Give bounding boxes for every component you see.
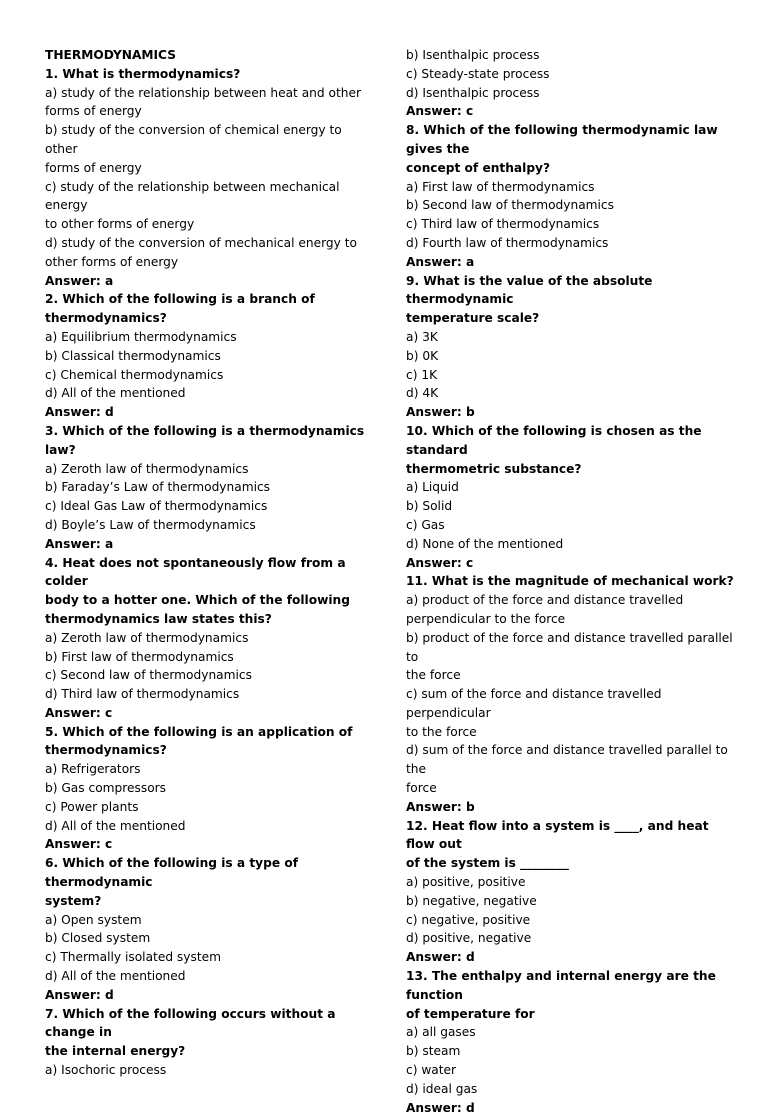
question-line: 3. Which of the following is a thermodynamics law?	[45, 423, 365, 457]
option-line: d) ideal gas	[406, 1081, 478, 1096]
option-line: b) Gas compressors	[45, 781, 167, 796]
answer-line: Answer: a	[406, 254, 475, 269]
option-line: a) positive, positive	[406, 875, 526, 890]
option-line: d) All of the mentioned	[45, 818, 186, 833]
option-line: b) Closed system	[45, 931, 151, 946]
text-line: forms of energy	[45, 104, 142, 119]
option-line: b) Isenthalpic process	[406, 48, 540, 62]
option-line: d) positive, negative	[406, 931, 532, 946]
text-line: other forms of energy	[45, 254, 179, 269]
option-line: d) All of the mentioned	[45, 386, 186, 401]
option-line: a) 3K	[406, 329, 438, 344]
answer-line: Answer: c	[45, 837, 113, 852]
option-line: a) Liquid	[406, 480, 459, 495]
question-line: 4. Heat does not spontaneously flow from a colder	[45, 555, 346, 589]
option-line: d) All of the mentioned	[45, 969, 186, 984]
question-line: concept of enthalpy?	[406, 160, 551, 175]
question-line: 11. What is the magnitude of mechanical work?	[406, 574, 734, 589]
text-line: to other forms of energy	[45, 217, 195, 232]
question-line: of temperature for	[406, 1006, 535, 1021]
option-line: c) Chemical thermodynamics	[45, 367, 224, 382]
text-line: to the force	[406, 724, 477, 739]
option-line: c) Thermally isolated system	[45, 950, 221, 965]
left-column	[45, 46, 375, 1080]
text-line: force	[406, 781, 437, 796]
question-line: the internal energy?	[45, 1044, 186, 1059]
option-line: d) Boyle’s Law of thermodynamics	[45, 517, 256, 532]
option-line: b) Faraday’s Law of thermodynamics	[45, 480, 271, 495]
option-line: a) First law of thermodynamics	[406, 179, 595, 194]
right-column	[406, 46, 736, 1117]
option-line: d) study of the conversion of mechanical energy to	[45, 235, 357, 250]
answer-line: Answer: c	[406, 555, 474, 570]
option-line: b) Solid	[406, 499, 453, 514]
option-line: c) 1K	[406, 367, 438, 382]
option-line: a) Zeroth law of thermodynamics	[45, 630, 249, 645]
question-line: 9. What is the value of the absolute thermodynamic	[406, 273, 653, 307]
option-line: d) Fourth law of thermodynamics	[406, 235, 609, 250]
answer-line: Answer: d	[406, 1100, 475, 1115]
question-line: 5. Which of the following is an application of	[45, 724, 353, 739]
answer-line: Answer: b	[406, 799, 475, 814]
answer-line: Answer: b	[406, 405, 475, 420]
answer-line: Answer: d	[406, 950, 475, 965]
answer-line: Answer: c	[45, 705, 113, 720]
option-line: b) 0K	[406, 348, 439, 363]
option-line: a) all gases	[406, 1025, 476, 1040]
option-line: b) negative, negative	[406, 893, 537, 908]
option-line: b) Second law of thermodynamics	[406, 198, 614, 213]
question-line: thermometric substance?	[406, 461, 582, 476]
question-line: thermodynamics?	[45, 311, 167, 326]
option-line: a) Isochoric process	[45, 1063, 167, 1078]
question-line: 7. Which of the following occurs without a change in	[45, 1006, 336, 1040]
option-line: c) Power plants	[45, 799, 139, 814]
answer-line: Answer: a	[45, 273, 114, 288]
question-line: body to a hotter one. Which of the following	[45, 593, 350, 608]
option-line: d) sum of the force and distance travelled parallel to the	[406, 743, 728, 777]
option-line: c) Third law of thermodynamics	[406, 217, 600, 232]
option-line: a) Equilibrium thermodynamics	[45, 329, 237, 344]
question-line: thermodynamics law states this?	[45, 611, 272, 626]
option-line: c) Gas	[406, 517, 445, 532]
document-title: THERMODYNAMICS	[45, 48, 177, 62]
question-line: 6. Which of the following is a type of thermodynamic	[45, 856, 299, 890]
option-line: a) product of the force and distance travelled	[406, 593, 684, 608]
option-line: c) study of the relationship between mechanical energy	[45, 179, 340, 213]
option-line: b) First law of thermodynamics	[45, 649, 234, 664]
option-line: a) Zeroth law of thermodynamics	[45, 461, 249, 476]
option-line: b) product of the force and distance travelled parallel to	[406, 630, 733, 664]
answer-line: Answer: d	[45, 987, 114, 1002]
option-line: d) Isenthalpic process	[406, 85, 540, 100]
question-line: temperature scale?	[406, 311, 540, 326]
question-line: 8. Which of the following thermodynamic law gives the	[406, 123, 718, 156]
option-line: b) study of the conversion of chemical energy to other	[45, 123, 342, 156]
question-line: of the system is ________	[406, 856, 569, 871]
option-line: a) Open system	[45, 912, 142, 927]
option-line: c) negative, positive	[406, 912, 531, 927]
question-line: 12. Heat flow into a system is ____, and heat flow out	[406, 818, 709, 852]
text-line: perpendicular to the force	[406, 611, 566, 626]
answer-line: Answer: a	[45, 536, 114, 551]
text-line: forms of energy	[45, 160, 142, 175]
option-line: c) sum of the force and distance travelled perpendicular	[406, 687, 662, 720]
option-line: d) 4K	[406, 386, 439, 401]
option-line: a) Refrigerators	[45, 762, 141, 777]
option-line: c) Steady-state process	[406, 66, 550, 81]
option-line: a) study of the relationship between heat and other	[45, 85, 361, 100]
answer-line: Answer: c	[406, 104, 474, 119]
text-line: the force	[406, 668, 461, 683]
question-line: thermodynamics?	[45, 743, 167, 758]
question-line: 10. Which of the following is chosen as the standard	[406, 423, 702, 457]
question-line: 1. What is thermodynamics?	[45, 66, 241, 81]
option-line: d) Third law of thermodynamics	[45, 687, 240, 702]
answer-line: Answer: d	[45, 405, 114, 420]
option-line: d) None of the mentioned	[406, 536, 564, 551]
option-line: c) Second law of thermodynamics	[45, 668, 252, 683]
option-line: b) Classical thermodynamics	[45, 348, 221, 363]
question-line: 13. The enthalpy and internal energy are the function	[406, 969, 716, 1002]
option-line: b) steam	[406, 1044, 461, 1059]
question-line: system?	[45, 893, 102, 908]
option-line: c) water	[406, 1063, 457, 1078]
question-line: 2. Which of the following is a branch of	[45, 292, 315, 307]
option-line: c) Ideal Gas Law of thermodynamics	[45, 499, 268, 514]
